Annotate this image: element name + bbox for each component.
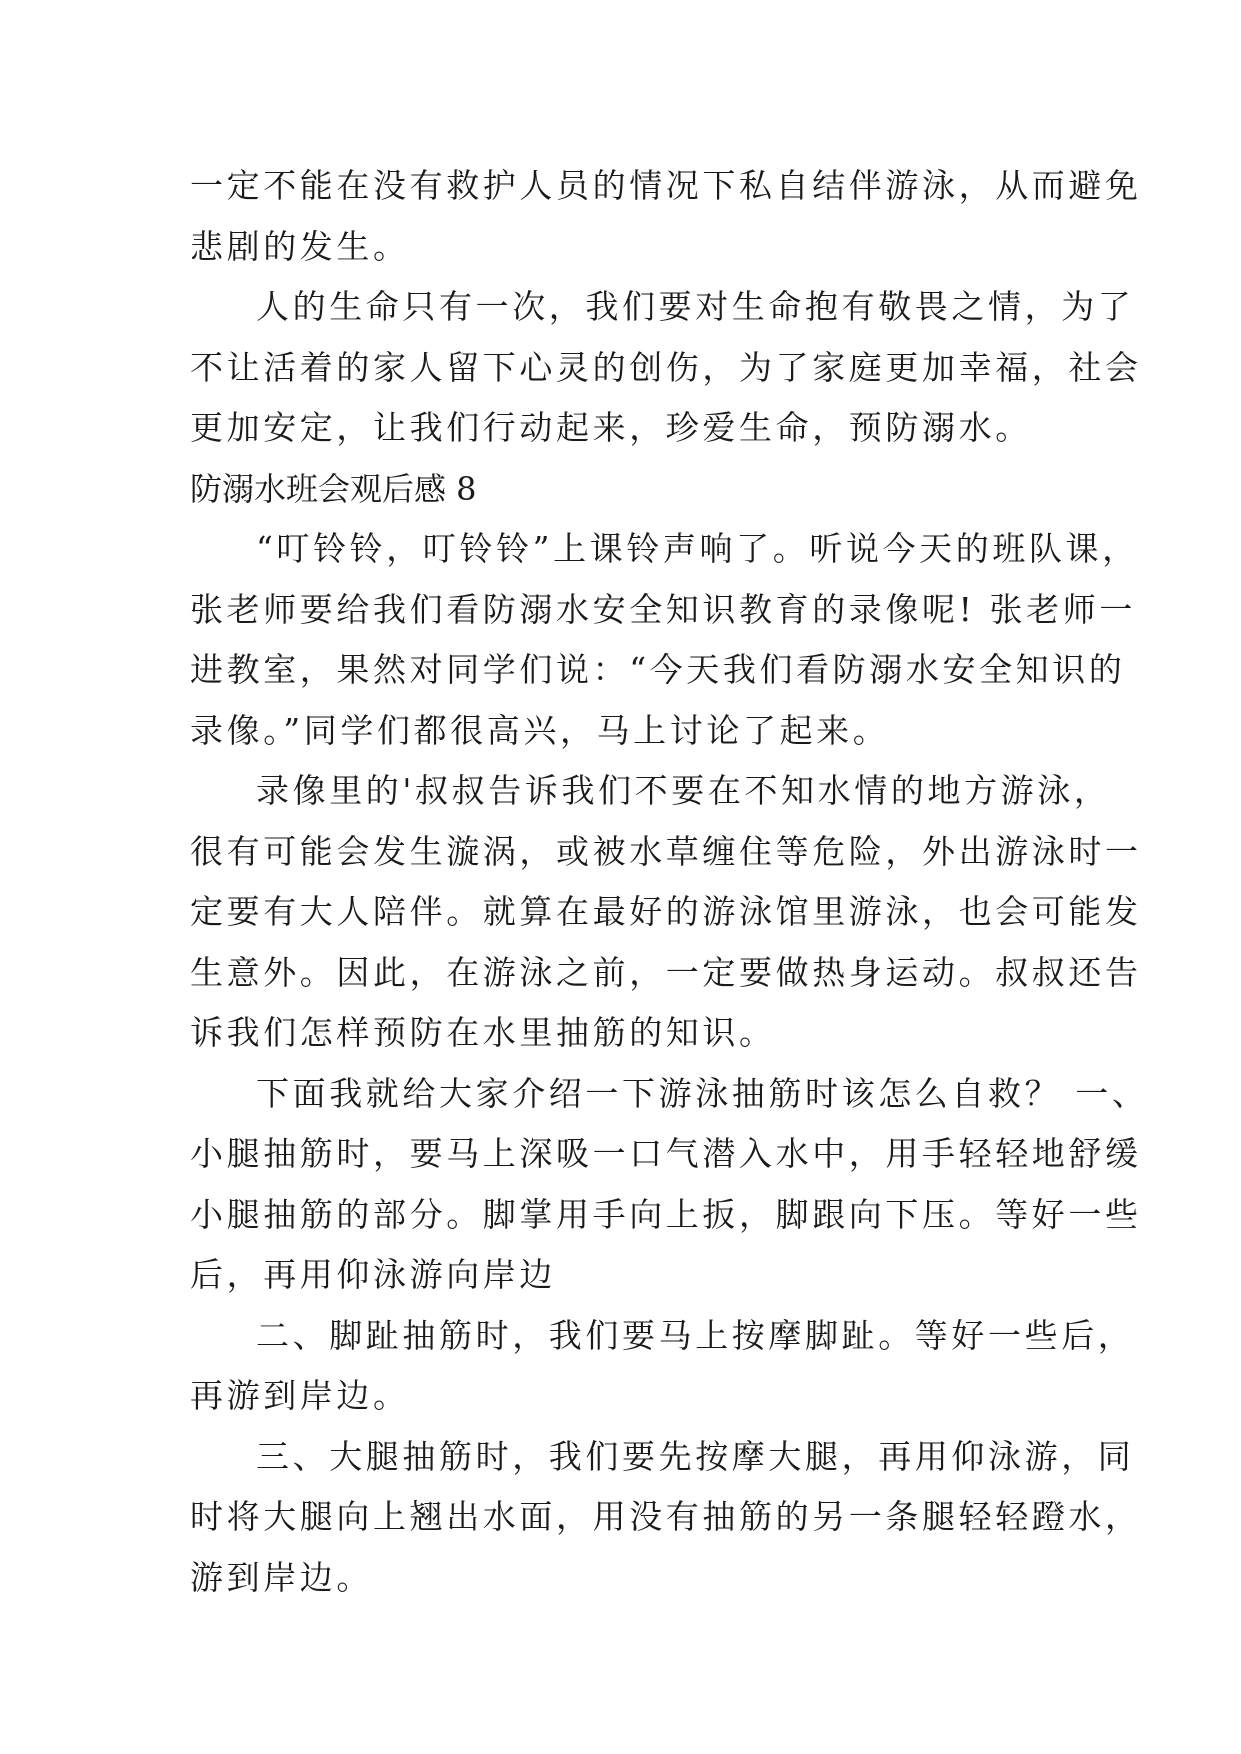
text-line: 张老师要给我们看防溺水安全知识教育的录像呢! 张老师一 [190, 589, 1136, 629]
text-line: 生意外。因此，在游泳之前，一定要做热身运动。叔叔还告 [190, 952, 1142, 992]
text-line: 一定不能在没有救护人员的情况下私自结伴游泳，从而避免 [190, 166, 1142, 205]
text-line: 很有可能会发生漩涡，或被水草缠住等危险，外出游泳时一 [190, 831, 1142, 871]
section-title: 防溺水班会观后感 8 [190, 469, 477, 508]
text-line: 时将大腿向上翘出水面，用没有抽筋的另一条腿轻轻蹬水， [190, 1497, 1142, 1536]
text-line: 游到岸边。 [190, 1557, 373, 1597]
text-line: 后，再用仰泳游向岸边 [190, 1255, 556, 1294]
document-body [190, 156, 1149, 1608]
text-line: 更加安定，让我们行动起来，珍爱生命，预防溺水。 [190, 408, 1032, 447]
text-line: 进教室，果然对同学们说：“今天我们看防溺水安全知识的 [190, 650, 1126, 689]
paragraph-start-line: 二、脚趾抽筋时，我们要马上按摩脚趾。等好一些后， [256, 1315, 1135, 1355]
text-line: 悲剧的发生。 [190, 226, 410, 266]
text-line: 定要有大人陪伴。就算在最好的游泳馆里游泳，也会可能发 [190, 892, 1142, 931]
paragraph-start-line: 下面我就给大家介绍一下游泳抽筋时该怎么自救？ 一、 [256, 1073, 1149, 1113]
paragraph-start-line: 人的生命只有一次，我们要对生命抱有敬畏之情，为了 [256, 287, 1135, 326]
paragraph-start-line: 三、大腿抽筋时，我们要先按摩大腿，再用仰泳游，同 [256, 1436, 1135, 1476]
text-line: 小腿抽筋时，要马上深吸一口气潜入水中，用手轻轻地舒缓 [190, 1134, 1142, 1173]
text-line: 诉我们怎样预防在水里抽筋的知识。 [190, 1013, 776, 1052]
paragraph-start-line: 录像里的'叔叔告诉我们不要在不知水情的地方游泳， [256, 771, 1111, 810]
paragraph-start-line: “叮铃铃，叮铃铃”上课铃声响了。听说今天的班队课， [256, 529, 1139, 568]
text-line: 再游到岸边。 [190, 1376, 410, 1415]
text-line: 不让活着的家人留下心灵的创伤，为了家庭更加幸福，社会 [190, 347, 1142, 387]
text-line: 小腿抽筋的部分。脚掌用手向上扳，脚跟向下压。等好一些 [190, 1194, 1142, 1234]
text-line: 录像。”同学们都很高兴，马上讨论了起来。 [190, 710, 890, 750]
